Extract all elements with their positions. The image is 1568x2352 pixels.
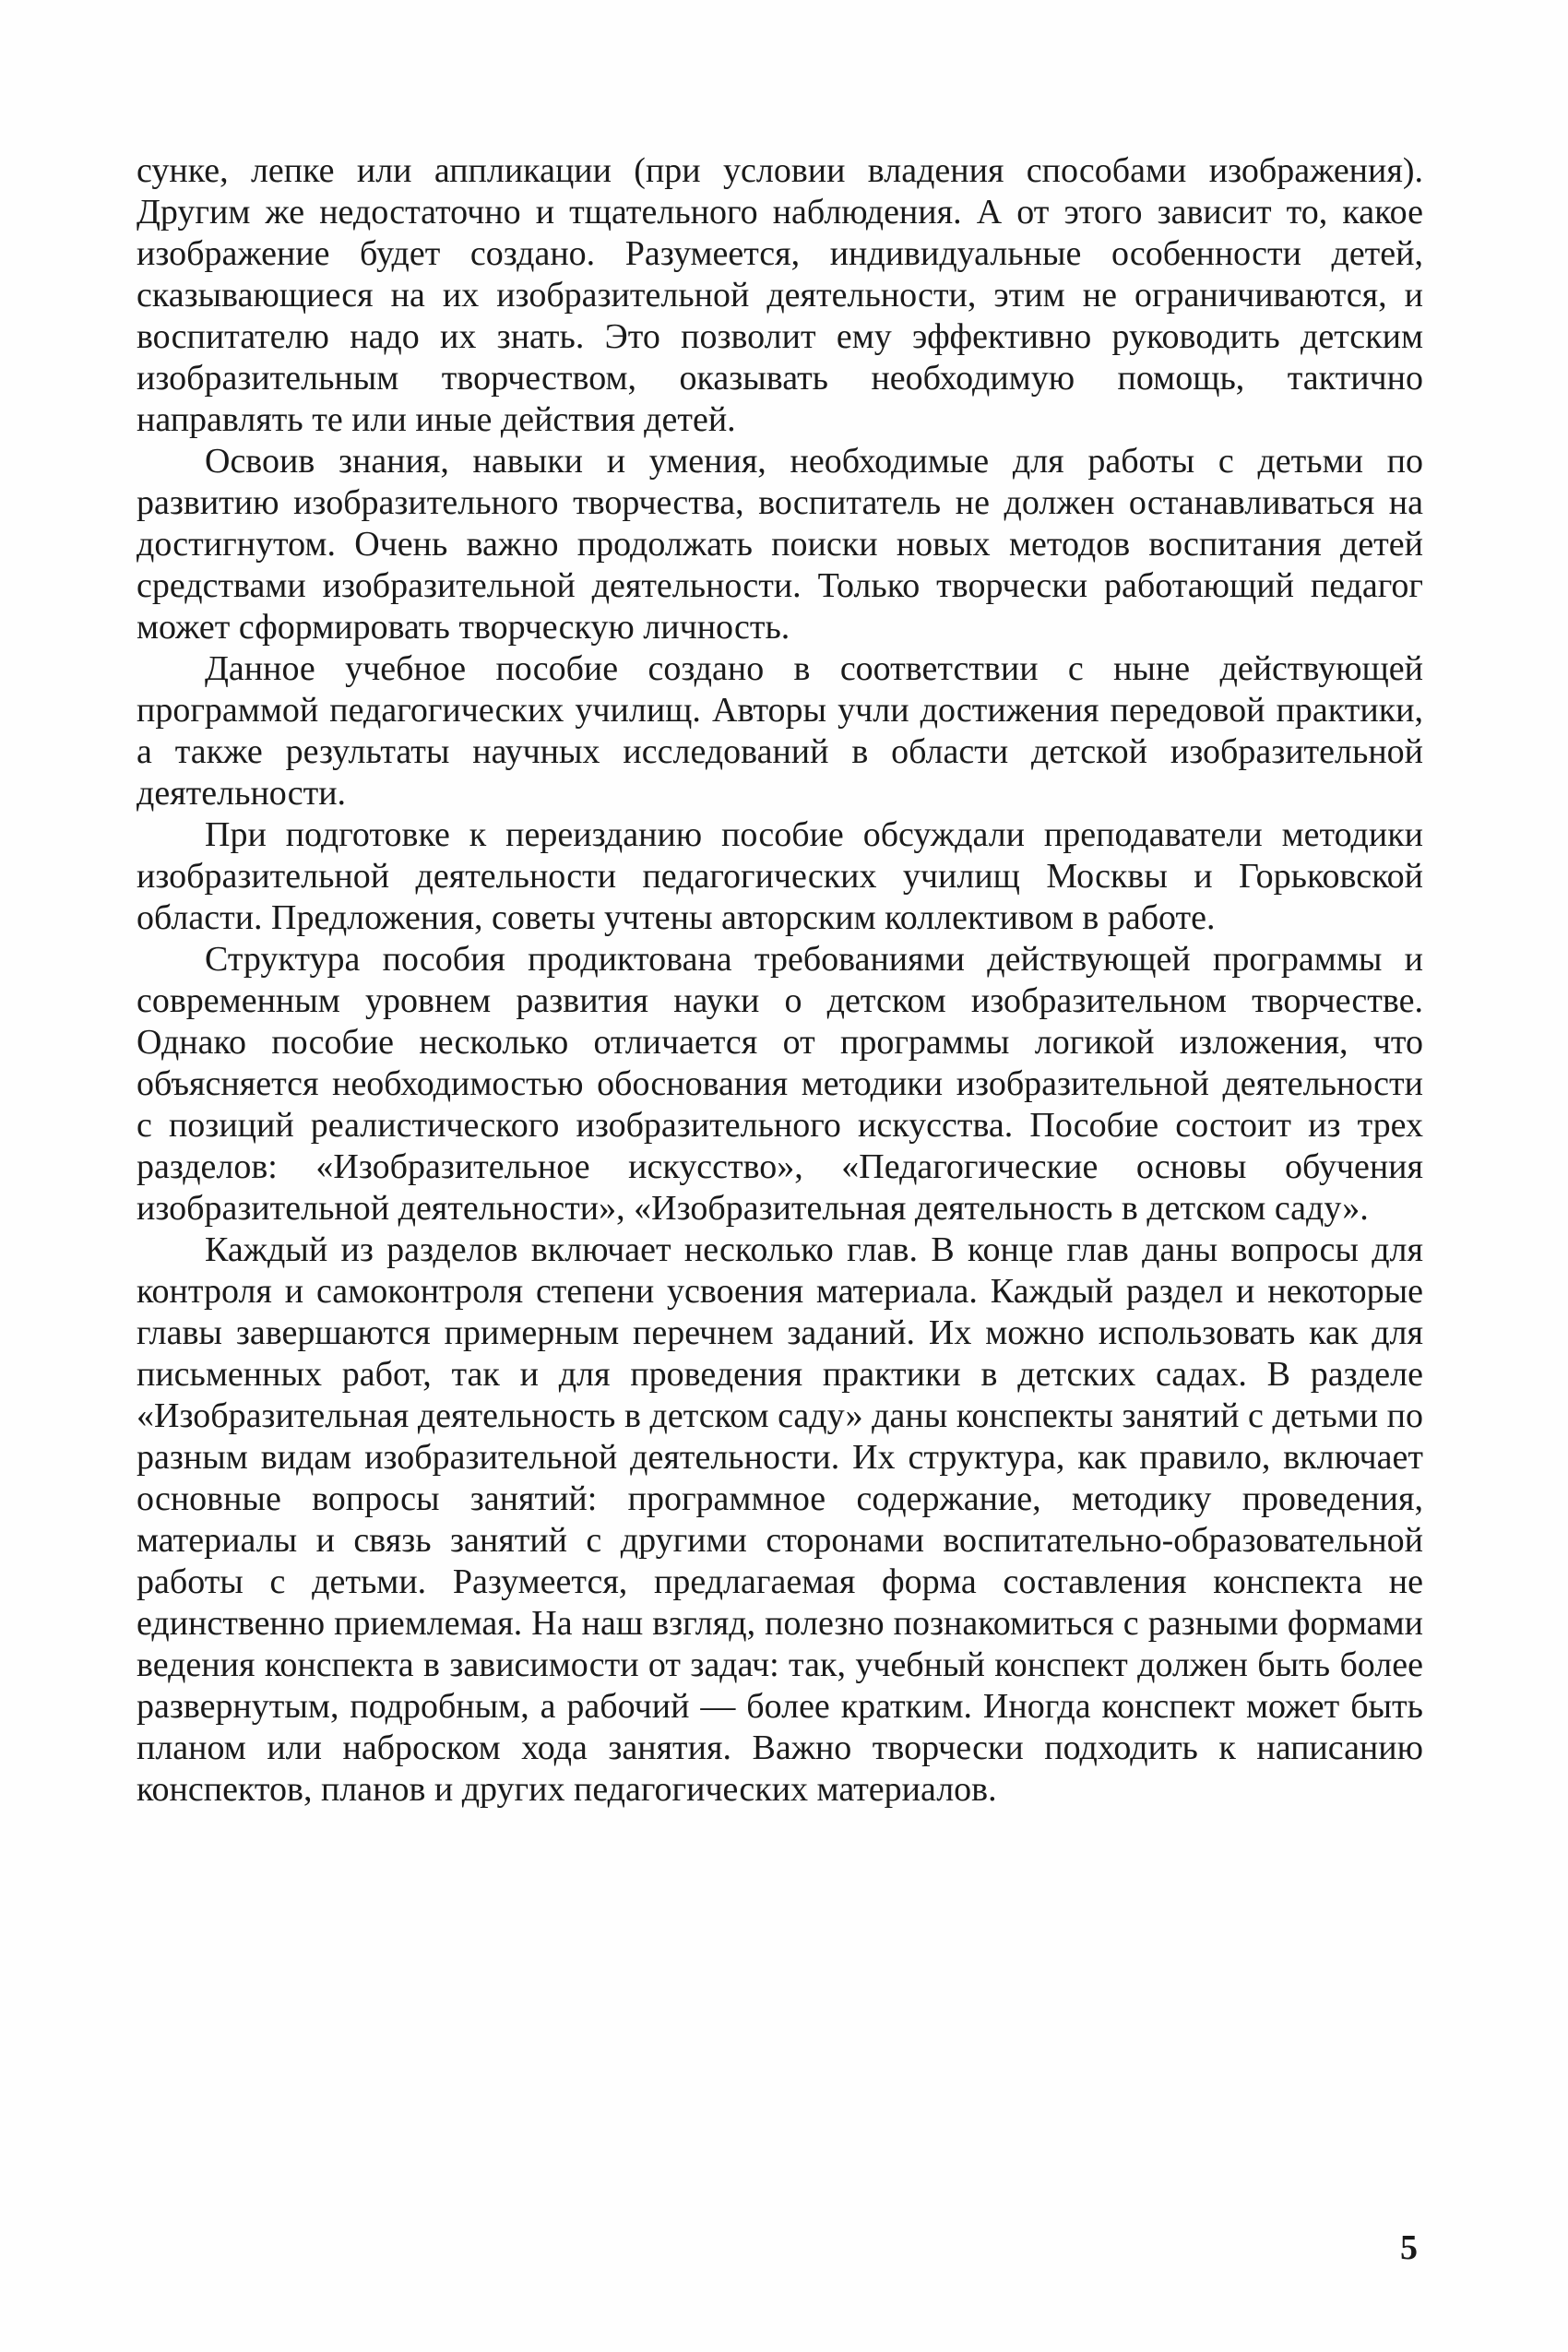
- paragraph-continuation: сунке, лепке или аппликации (при условии владения способами изображения). Другим же недостаточно и тщательного наблюдения. А от этого зависит то, какое изображение будет создано. Разумеется, индивидуальные особенности детей, сказывающиеся на их изобразительной деятельности, этим не ограничиваются, и воспитателю надо их знать. Это позволит ему эффективно руководить детским изобразительным творчеством, оказывать необходимую помощь, тактично направлять те или иные действия детей.: [137, 151, 1423, 439]
- paragraph: При подготовке к переизданию пособие обсуждали преподаватели методики изобразительной деятельности педагогических училищ Москвы и Горьковской области. Предложения, советы учтены авторским коллективом в работе.: [137, 815, 1423, 937]
- paragraph: Каждый из разделов включает несколько глав. В конце глав даны вопросы для контроля и самоконтроля степени усвоения материала. Каждый раздел и некоторые главы завершаются примерным перечнем заданий. Их можно использовать как для письменных работ, так и для проведения практики в детских садах. В разделе «Изобразительная деятельность в детском саду» даны конспекты занятий с детьми по разным видам изобразительной деятельности. Их структура, как правило, включает основные вопросы занятий: программное содержание, методику проведения, материалы и связь занятий с другими сторонами воспитательно-образовательной работы с детьми. Разумеется, предлагаемая форма составления конспекта не единственно приемлемая. На наш взгляд, полезно познакомиться с разными формами ведения конспекта в зависимости от задач: так, учебный конспект должен быть более развернутым, подробным, а рабочий — более кратким. Иногда конспект может быть планом или наброском хода занятия. Важно творчески подходить к написанию конспектов, планов и других педагогических материалов.: [137, 1230, 1423, 1809]
- paragraph: Данное учебное пособие создано в соответствии с ныне действующей программой педагогических училищ. Авторы учли достижения передовой практики, а также результаты научных исследований в области детской изобразительной деятельности.: [137, 649, 1423, 813]
- paragraph: Структура пособия продиктована требованиями действующей программы и современным уровнем развития науки о детском изобразительном творчестве. Однако пособие несколько отличается от программы логикой изложения, что объясняется необходимостью обоснования методики изобразительной деятельности с позиций реалистического изобразительного искусства. Пособие состоит из трех разделов: «Изобразительное искусство», «Педагогические основы обучения изобразительной деятельности», «Изобразительная деятельность в детском саду».: [137, 940, 1423, 1228]
- paragraph: Освоив знания, навыки и умения, необходимые для работы с детьми по развитию изобразительного творчества, воспитатель не должен останавливаться на достигнутом. Очень важно продолжать поиски новых методов воспитания детей средствами изобразительной деятельности. Только творчески работающий педагог может сформировать творческую личность.: [137, 442, 1423, 647]
- page-number: 5: [1400, 2228, 1418, 2267]
- body-text: [137, 150, 1423, 1811]
